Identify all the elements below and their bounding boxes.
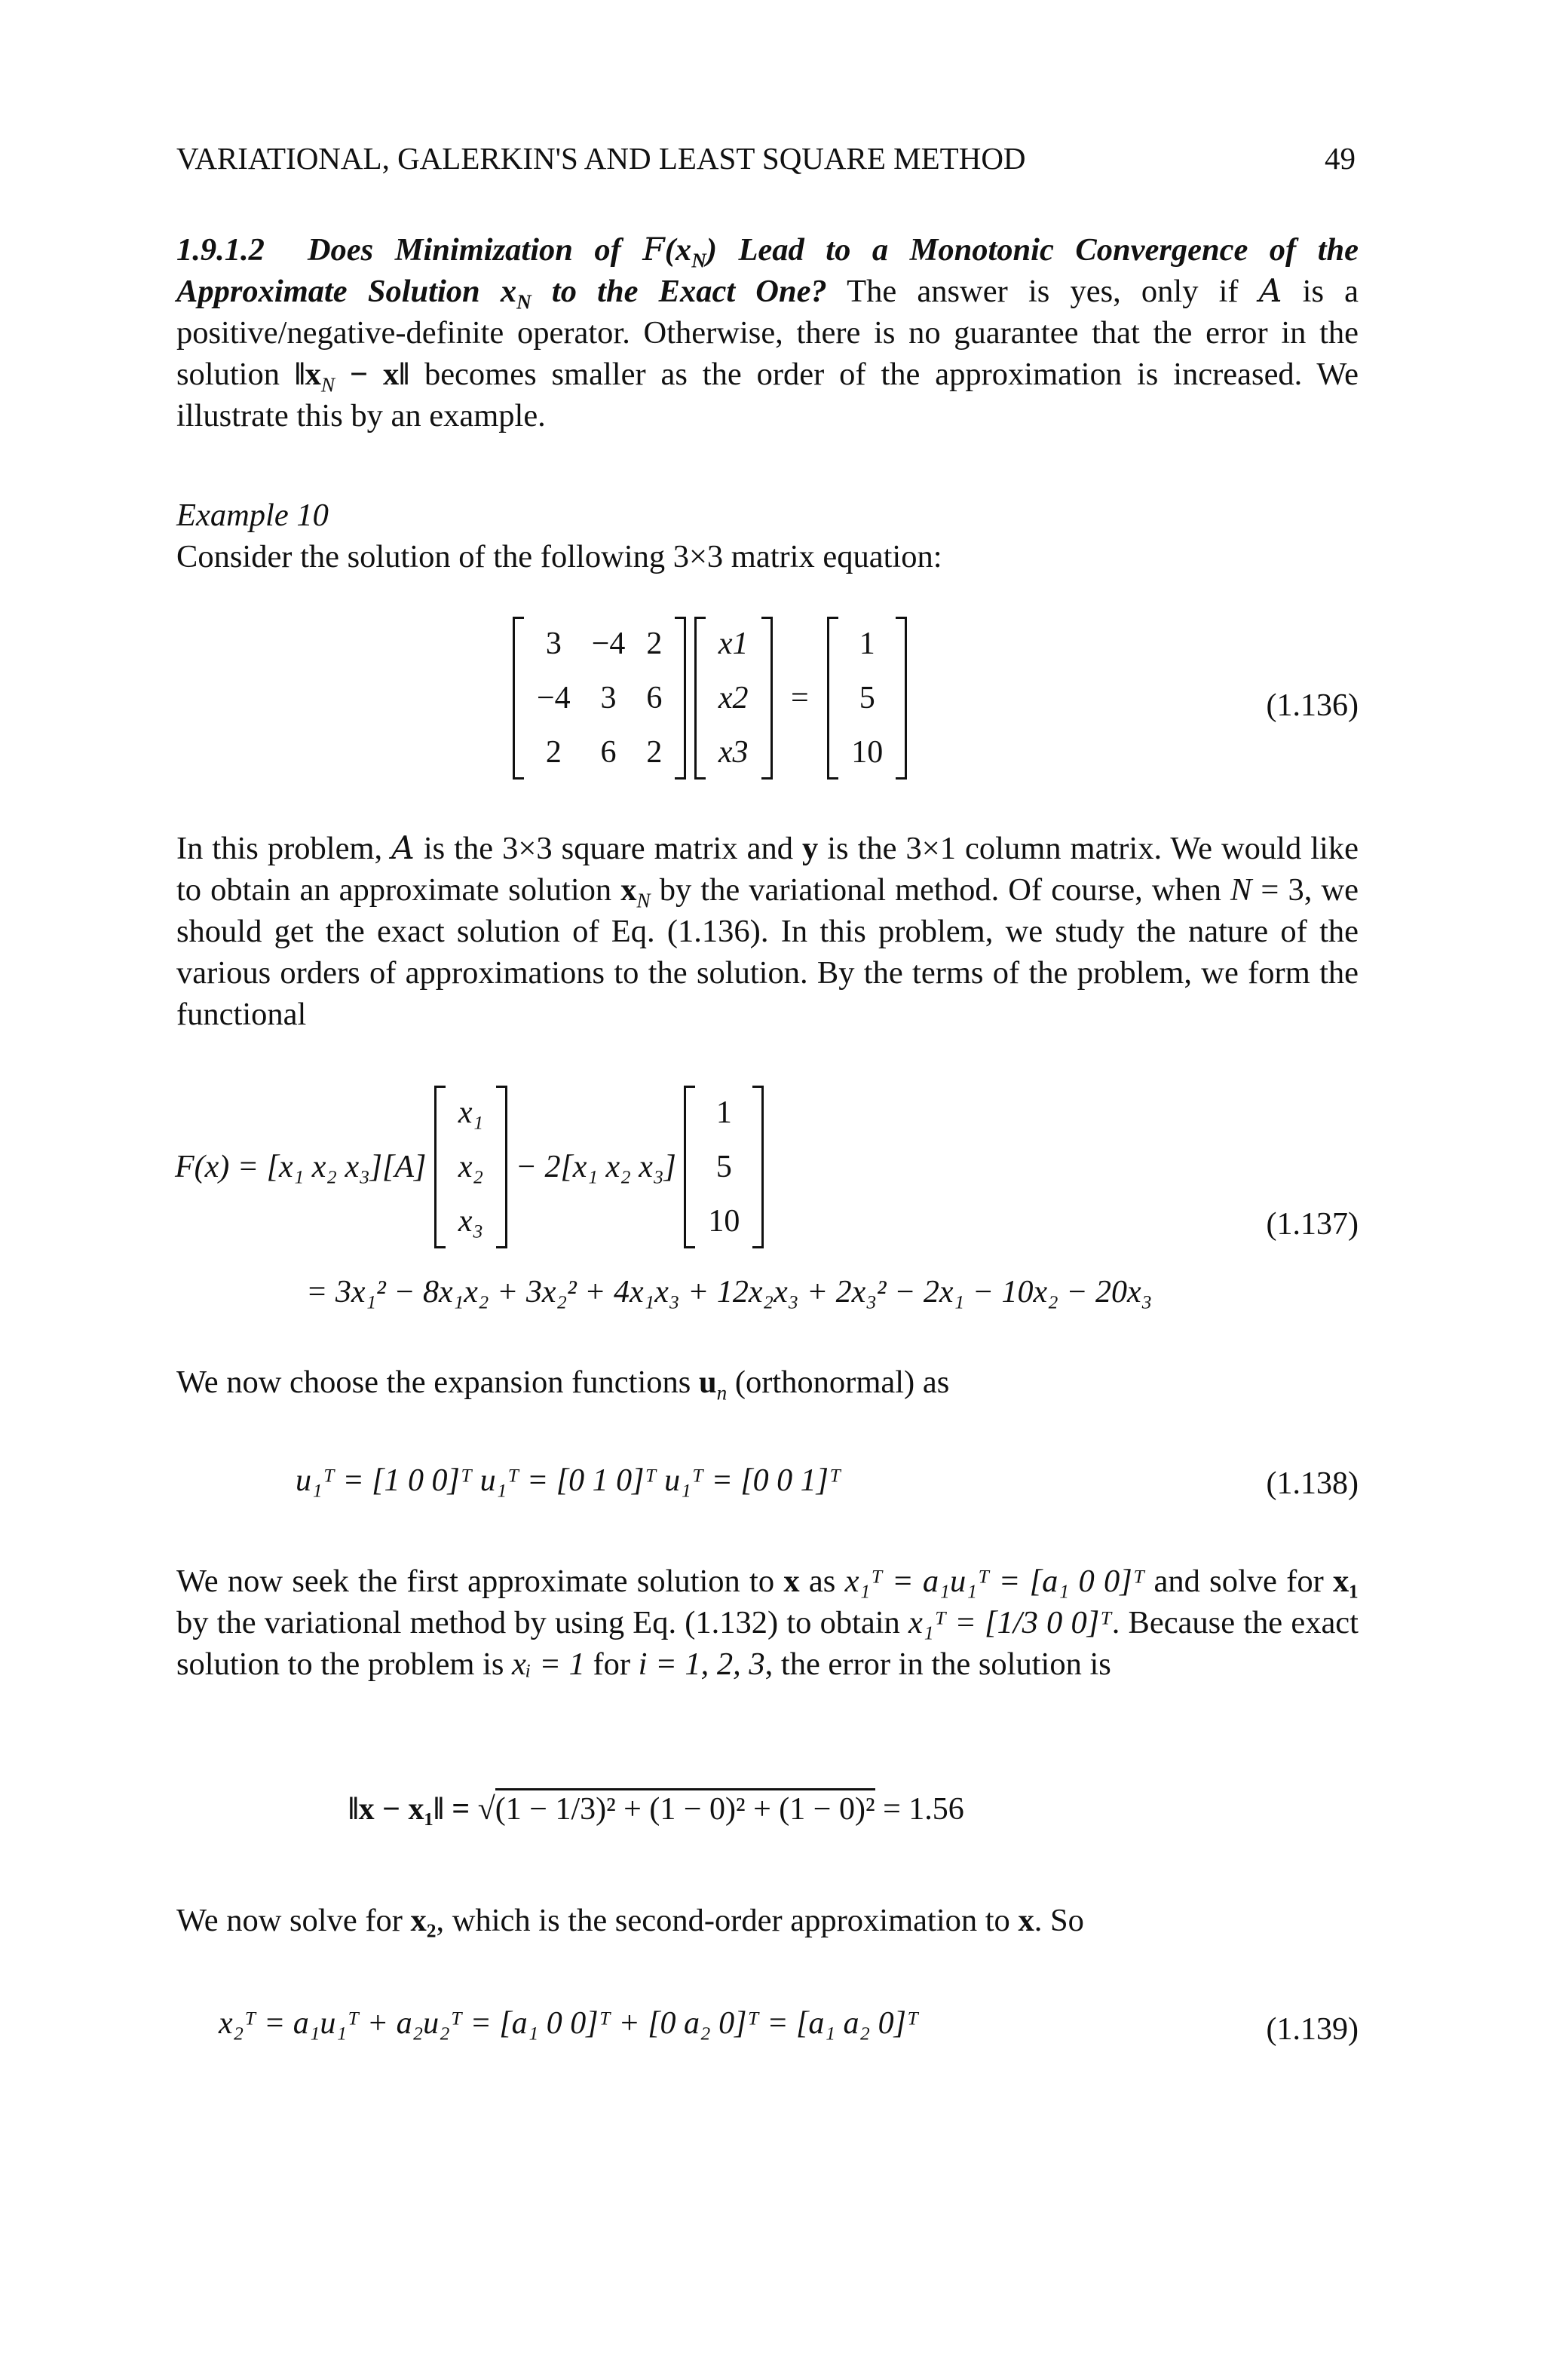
vector-symbol: x — [783, 1564, 800, 1599]
second-approx-paragraph — [176, 1900, 1359, 1941]
body-text: (orthonormal) as — [727, 1365, 950, 1400]
example-label: Example 10 — [176, 498, 329, 533]
result-value: = 1.56 — [875, 1792, 964, 1827]
vector-cell: x₁ — [458, 1095, 484, 1130]
first-approx-paragraph — [176, 1561, 1359, 1685]
sqrt-symbol: √ — [477, 1792, 495, 1827]
vector-cell: x2 — [718, 681, 749, 715]
vector-symbol: y — [801, 831, 819, 866]
section-number: 1.9.1.2 — [176, 232, 265, 268]
vector-symbol: u — [698, 1365, 717, 1400]
inline-math: x₁ᵀ = [1/3 0 0]ᵀ — [908, 1605, 1112, 1640]
vector-cell: x₂ — [458, 1150, 484, 1184]
inline-math: xᵢ = 1 — [512, 1646, 585, 1682]
section-title-part: ) Lead to a Monotonic Convergence of the Approximate Solution x — [176, 232, 1359, 309]
rhs-vector — [827, 617, 907, 780]
subscript: n — [716, 1381, 728, 1404]
body-text: The answer is yes, only if — [826, 274, 1259, 309]
body-text: . Because the exact solution to the problem is — [176, 1605, 1359, 1682]
subscript: N — [516, 290, 532, 314]
vector-cell: 10 — [851, 735, 884, 770]
equation-number: (1.137) — [1266, 1207, 1359, 1242]
section-title-part: Does Minimization of — [307, 232, 643, 268]
body-text: We now choose the expansion functions — [176, 1365, 699, 1400]
radicand: (1 − 1/3)² + (1 − 0)² + (1 − 0)² — [495, 1788, 875, 1827]
body-text: becomes smaller as the order of the approximation is increased. We illustrate this by an example. — [176, 357, 1359, 433]
body-text: In this problem, — [176, 831, 392, 866]
equation-1-136 — [513, 617, 907, 780]
equation-1-139: x₂ᵀ = a₁u₁ᵀ + a₂u₂ᵀ = [a₁ 0 0]ᵀ + [0 a₂ 0]ᵀ = [a₁ a₂ 0]ᵀ — [219, 2006, 919, 2041]
norm-expr: ‖x − x₁‖ = — [348, 1792, 478, 1827]
body-text: = 3, we should get the exact solution of Eq. (1.136). In this problem, we study the nature of the various orders of approximations to the solution. By the terms of the problem, we form the functional — [176, 872, 1359, 1032]
inline-math: x₁ᵀ = a₁u₁ᵀ = [a₁ 0 0]ᵀ — [844, 1564, 1145, 1599]
section-paragraph — [176, 229, 1359, 436]
subscript: N — [320, 373, 335, 397]
error-equation — [348, 1791, 964, 1827]
body-text: , the error in the solution is — [764, 1646, 1111, 1682]
body-text: is the 3×1 column matrix. We would like to obtain an approximate solution — [176, 831, 1359, 908]
body-text: , which is the second-order approximation to — [436, 1903, 1019, 1938]
equals-sign: = — [791, 681, 809, 715]
matrix-cell: −4 — [537, 681, 571, 715]
vector-symbol: x — [1018, 1903, 1034, 1938]
equation-number: (1.136) — [1266, 688, 1359, 723]
equation-1-137 — [175, 1086, 764, 1248]
body-text: is a positive/negative-definite operator. Otherwise, there is no guarantee that the error in the solution — [176, 274, 1359, 392]
matrix-cell: 3 — [600, 681, 617, 715]
norm-expr: ‖x — [294, 357, 321, 392]
equation-number: (1.139) — [1266, 2012, 1359, 2047]
variable-vector — [694, 617, 773, 780]
body-text: We now solve for — [176, 1903, 411, 1938]
variable-vector — [434, 1086, 507, 1248]
rhs-vector — [684, 1086, 764, 1248]
equation-lhs: F(x) = [x₁ x₂ x₃][A] — [175, 1150, 427, 1184]
operator-symbol: A — [391, 830, 415, 867]
vector-cell: 1 — [859, 626, 875, 661]
vector-cell: 5 — [859, 681, 875, 715]
equation-1-137-expanded: = 3x₁² − 8x₁x₂ + 3x₂² + 4x₁x₃ + 12x₂x₃ + 2x₃² − 2x₁ − 10x₂ − 20x₃ — [306, 1275, 1153, 1309]
matrix-cell: −4 — [591, 626, 626, 661]
vector-symbol: x₁ — [1333, 1564, 1359, 1599]
body-text: . So — [1034, 1903, 1084, 1938]
header-title: VARIATIONAL, GALERKIN'S AND LEAST SQUARE METHOD — [176, 141, 1026, 176]
body-text: as — [799, 1564, 845, 1599]
math-symbol: N — [1230, 872, 1252, 908]
equation-number: (1.138) — [1266, 1466, 1359, 1501]
page-number: 49 — [1325, 141, 1356, 176]
vector-cell: x3 — [718, 735, 749, 770]
section-title-part: to the Exact One? — [531, 274, 827, 309]
body-text: is the 3×3 square matrix and — [414, 831, 802, 866]
problem-paragraph — [176, 828, 1359, 1035]
norm-expr: − x‖ — [335, 357, 410, 392]
matrix-cell: 2 — [545, 735, 562, 770]
vector-symbol: x — [620, 872, 637, 908]
coefficient-matrix — [513, 617, 686, 780]
running-header — [176, 140, 1356, 185]
subscript: N — [636, 889, 651, 912]
functional-symbol: F — [642, 231, 665, 268]
body-text: by the variational method by using Eq. (1.132) to obtain — [176, 1605, 908, 1640]
example-block — [176, 495, 1359, 577]
vector-cell: x₃ — [458, 1204, 484, 1239]
equation-1-138: u₁ᵀ = [1 0 0]ᵀ u₁ᵀ = [0 1 0]ᵀ u₁ᵀ = [0 0 1]ᵀ — [296, 1463, 841, 1498]
equation-mid: − 2[x₁ x₂ x₃] — [515, 1150, 676, 1184]
matrix-cell: 2 — [646, 735, 663, 770]
vector-cell: 10 — [708, 1204, 740, 1239]
body-text: We now seek the first approximate solution to — [176, 1564, 784, 1599]
matrix-cell: 6 — [600, 735, 617, 770]
body-text: and solve for — [1144, 1564, 1334, 1599]
matrix-cell: 6 — [646, 681, 663, 715]
inline-math: i = 1, 2, 3 — [638, 1646, 765, 1682]
vector-cell: 1 — [715, 1095, 732, 1130]
section-title-part: (x — [664, 232, 692, 268]
example-intro: Consider the solution of the following 3×3 matrix equation: — [176, 539, 942, 574]
operator-symbol: A — [1258, 273, 1282, 310]
vector-cell: 5 — [715, 1150, 732, 1184]
expansion-paragraph — [176, 1362, 1359, 1403]
body-text: for — [584, 1646, 639, 1682]
vector-cell: x1 — [718, 626, 749, 661]
matrix-cell: 3 — [545, 626, 562, 661]
subscript: N — [691, 249, 706, 272]
body-text: by the variational method. Of course, when — [650, 872, 1230, 908]
vector-symbol: x₂ — [410, 1903, 437, 1938]
matrix-cell: 2 — [646, 626, 663, 661]
